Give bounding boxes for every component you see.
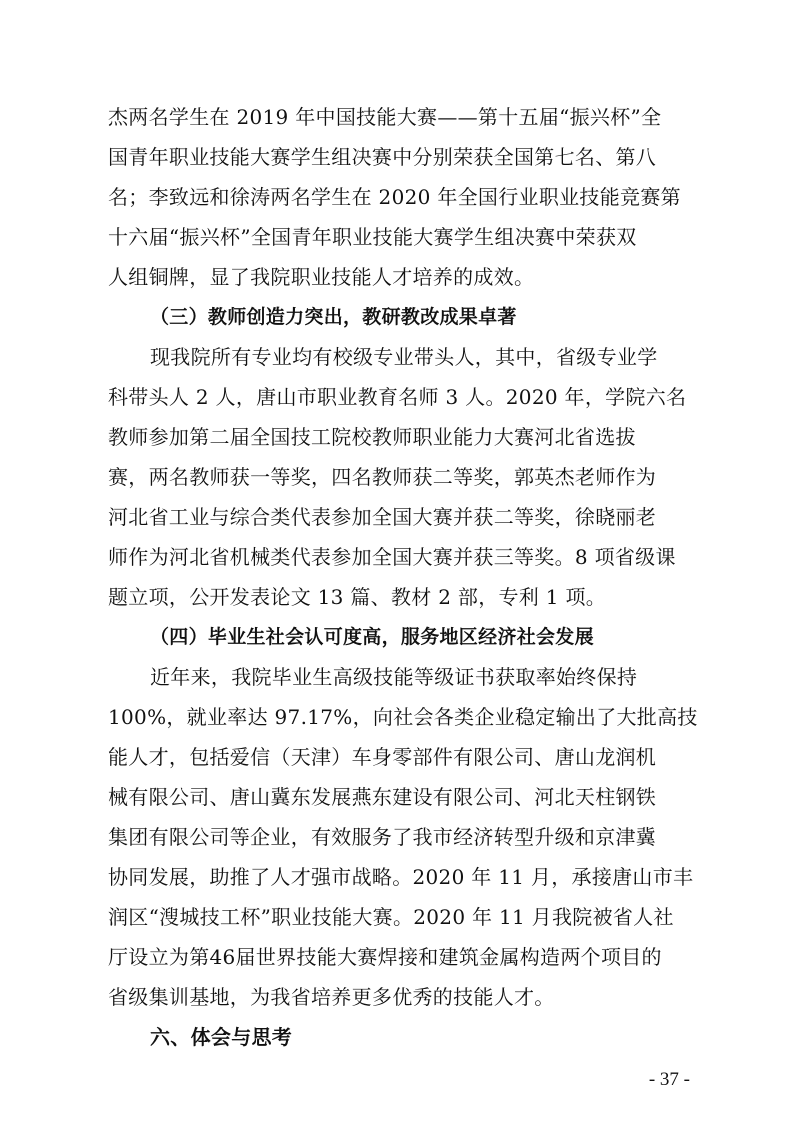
- paragraph-line: 国青年职业技能大赛学生组决赛中分别荣获全国第七名、第八: [108, 145, 657, 169]
- paragraph-line: 题立项，公开发表论文 13 篇、教材 2 部，专利 1 项。: [108, 585, 607, 609]
- paragraph-line: 杰两名学生在 2019 年中国技能大赛——第十五届“振兴杯”全: [108, 105, 662, 129]
- paragraph-line: 现我院所有专业均有校级专业带头人，其中，省级专业学: [150, 345, 658, 369]
- paragraph-line: 人组铜牌，显了我院职业技能人才培养的成效。: [108, 265, 535, 289]
- paragraph-line: 械有限公司、唐山冀东发展燕东建设有限公司、河北天柱钢铁: [108, 785, 657, 809]
- paragraph-line: 师作为河北省机械类代表参加全国大赛并获三等奖。8 项省级课: [108, 545, 676, 569]
- chapter-heading: 六、体会与思考: [150, 1025, 293, 1049]
- paragraph-line: 河北省工业与综合类代表参加全国大赛并获二等奖，徐晓丽老: [108, 505, 657, 529]
- paragraph-line: 厅设立为第46届世界技能大赛焊接和建筑金属构造两个项目的: [108, 945, 662, 969]
- paragraph-line: 能人才，包括爱信（天津）车身零部件有限公司、唐山龙润机: [108, 745, 657, 769]
- paragraph-line: 100%，就业率达 97.17%，向社会各类企业稳定输出了大批高技: [108, 705, 698, 729]
- section-heading: （四）毕业生社会认可度高，服务地区经济社会发展: [150, 626, 594, 648]
- paragraph-line: 润区“溲城技工杯”职业技能大赛。2020 年 11 月我院被省人社: [108, 905, 674, 929]
- page-number: - 37 -: [648, 1069, 690, 1090]
- paragraph-line: 近年来，我院毕业生高级技能等级证书获取率始终保持: [150, 665, 638, 689]
- paragraph-line: 省级集训基地，为我省培养更多优秀的技能人才。: [108, 985, 555, 1009]
- paragraph-line: 名；李致远和徐涛两名学生在 2020 年全国行业职业技能竞赛第: [108, 185, 681, 209]
- paragraph-line: 教师参加第二届全国技工院校教师职业能力大赛河北省选拔: [108, 425, 636, 449]
- section-heading: （三）教师创造力突出，教研教改成果卓著: [150, 306, 517, 328]
- paragraph-line: 协同发展，助推了人才强市战略。2020 年 11 月，承接唐山市丰: [108, 865, 694, 889]
- paragraph-line: 十六届“振兴杯”全国青年职业技能大赛学生组决赛中荣获双: [108, 225, 637, 249]
- paragraph-line: 赛，两名教师获一等奖，四名教师获二等奖，郭英杰老师作为: [108, 465, 657, 489]
- paragraph-line: 集团有限公司等企业，有效服务了我市经济转型升级和京津冀: [108, 825, 657, 849]
- paragraph-line: 科带头人 2 人，唐山市职业教育名师 3 人。2020 年，学院六名: [108, 385, 687, 409]
